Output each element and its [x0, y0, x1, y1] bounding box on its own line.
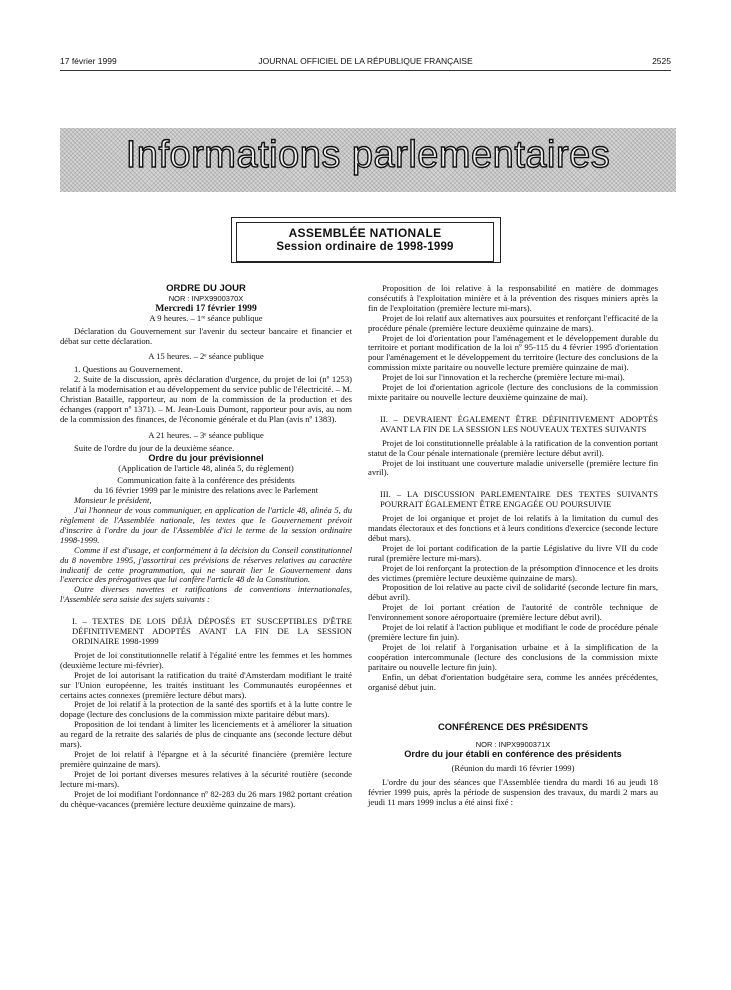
list-item: Projet de loi instituant une couverture maladie universelle (première lecture fin avril).: [368, 457, 658, 478]
section-1-list: [60, 651, 352, 810]
banner-title: Informations parlementaires: [125, 134, 611, 176]
session-title: Session ordinaire de 1998-1999: [276, 241, 454, 253]
list-item: Projet de loi relatif aux alternatives aux poursuites et renforçant l'efficacité de la procédure pénale (première lecture deuxième quinzaine de mars).: [368, 312, 658, 333]
list-item: Projet de loi relatif à la protection de la santé des sportifs et à la lutte contre le dopage (lecture des conclusions de la commission mixte paritaire début mars).: [60, 699, 352, 720]
sitting-1-time: A 9 heures. – 1ʳᵉ séance publique: [149, 312, 263, 323]
list-item: Proposition de loi relative à la responsabilité en matière de dommages consécutifs à l'exploitation minière et à la prévention des risques miniers après la fin de l'exploitation (première lecture mi-mars).: [368, 283, 658, 313]
list-item: Proposition de loi tendant à limiter les licenciements et à améliorer la situation au regard de la retraite des salariés de plus de cinquante ans (seconde lecture début mars).: [60, 719, 352, 750]
list-item: Projet de loi d'orientation pour l'aménagement et le développement durable du territoire et portant modification de la loi nº 95-115 du 4 février 1995 d'orientation pour l'aménagement et le développement du territoire (lecture des conclusions de la commission mixte paritaire ou nouvelle lecture première quinzaine de mai).: [368, 332, 658, 373]
sitting-2-time: A 15 heures. – 2ᵉ séance publique: [148, 351, 264, 362]
list-item: Projet de loi organique et projet de loi relatifs à la limitation du cumul des mandats électoraux et des fonctions et à leurs conditions d'exercice (seconde lecture début mars).: [368, 513, 658, 543]
letter-salutation: Monsieur le président,: [74, 495, 152, 506]
conference-meeting: (Réunion du mardi 16 février 1999): [451, 763, 575, 774]
communication-line-1: Communication faite à la conférence des présidents: [117, 475, 295, 486]
list-item: Projet de loi portant création de l'autorité de contrôle technique de l'environnement sonore aéroportuaire (première lecture début avril).: [368, 602, 658, 623]
list-item: Projet de loi portant codification de la partie Législative du livre VII du code rural (première lecture mi-mars).: [368, 542, 658, 563]
section-2-title: II. – DEVRAIENT ÉGALEMENT ÊTRE DÉFINITIVEMENT ADOPTÉS AVANT LA FIN DE LA SESSION LES NOUVEAUX TEXTES SUIVANTS: [380, 413, 658, 434]
section-3-list: [368, 514, 658, 692]
section-banner: [60, 128, 676, 192]
sitting-1-text: Déclaration du Gouvernement sur l'avenir du secteur bancaire et financier et débat sur cette déclaration.: [60, 325, 352, 346]
section-1-title: I. – TEXTES DE LOIS DÉJÀ DÉPOSÉS ET SUSCEPTIBLES D'ÊTRE DÉFINITIVEMENT ADOPTÉS AVANT LA FIN DE LA SESSION ORDINAIRE 1998-1999: [72, 616, 352, 646]
list-item: Projet de loi relatif à l'action publique et modifiant le code de procédure pénale (première lecture fin juin).: [368, 622, 658, 642]
agenda-heading: ORDRE DU JOUR: [166, 283, 246, 294]
sitting-2-item-1: 1. Questions au Gouvernement.: [74, 364, 183, 375]
provisional-agenda-heading: Ordre du jour prévisionnel: [148, 452, 264, 463]
letter-paragraph-1: J'ai l'honneur de vous communiquer, en application de l'article 48, alinéa 5, du règlement de l'Assemblée nationale, les textes que le Gouvernement prévoit d'inscrire à l'ordre du jour de l'Assemblée d'ici le terme de la session ordinaire 1998-1999.: [60, 505, 352, 545]
conference-heading: CONFÉRENCE DES PRÉSIDENTS: [437, 721, 589, 733]
letter-paragraph-2: Comme il est d'usage, et conformément à la décision du Conseil constitutionnel du 8 novembre 1995, j'assortirai ces prévisions de réserves relatives au caractère indicatif de cette programmation, qui ne saurait lier le Gouvernement dans l'exercice des prérogatives que lui confère l'article 48 de la Constitution.: [60, 544, 352, 585]
list-item: Projet de loi constitutionnelle relatif à l'égalité entre les femmes et les hommes (deuxième lecture mi-février).: [60, 649, 352, 670]
assembly-name: ASSEMBLÉE NATIONALE: [288, 226, 442, 240]
list-item: Projet de loi portant diverses mesures relatives à la sécurité routière (seconde lecture mi-mars).: [60, 768, 352, 789]
sitting-3-time: A 21 heures. – 3ᵉ séance publique: [148, 429, 264, 440]
list-item: Projet de loi renforçant la protection de la présomption d'innocence et les droits des victimes (première lecture deuxième quinzaine de mars).: [368, 562, 658, 583]
list-item: Projet de loi relatif à l'organisation urbaine et à la simplification de la coopération intercommunale (lecture des conclusions de la commission mixte paritaire ou nouvelle lecture fin juin).: [368, 641, 658, 672]
right-column: [368, 284, 658, 808]
list-item: Projet de loi modifiant l'ordonnance nº 82-283 du 26 mars 1982 portant création du chèque-vacances (première lecture deuxième quinzaine de mars).: [60, 788, 352, 809]
communication-line-2: du 16 février 1999 par le ministre des relations avec le Parlement: [93, 485, 319, 496]
letter-paragraph-3: Outre diverses navettes et ratifications de conventions internationales, l'Assemblée sera saisie des sujets suivants :: [60, 584, 352, 605]
conference-nor: NOR : INPX9900371X: [475, 740, 551, 750]
list-item: Projet de loi sur l'innovation et la recherche (première lecture mi-mai).: [382, 372, 625, 383]
sitting-2-item-2: 2. Suite de la discussion, après déclaration d'urgence, du projet de loi (nº 1253) relatif à la modernisation et au développement du service public de l'électricité. – M. Christian Bataille, rapporteur, au nom de la commission de la production et des échanges (rapport nº 1371). – M. Jean-Louis Dumont, rapporteur pour avis, au nom de la commission des finances, de l'économie générale et du Plan (avis nº 1383).: [60, 374, 352, 424]
header-page-number: 2525: [652, 56, 671, 66]
conference-subtitle: Ordre du jour établi en conférence des présidents: [404, 749, 622, 760]
list-item: Proposition de loi relative au pacte civil de solidarité (seconde lecture fin mars, début avril).: [368, 582, 658, 603]
list-item: Projet de loi autorisant la ratification du traité d'Amsterdam modifiant le traité sur l'Union européenne, les traités instituant les Communautés européennes et certains actes connexes (première lecture début mars).: [60, 669, 352, 700]
left-column: [60, 284, 352, 809]
section-2-list: [368, 439, 658, 479]
sitting-3-text: Suite de l'ordre du jour de la deuxième séance.: [74, 442, 235, 453]
agenda-date: Mercredi 17 février 1999: [155, 302, 257, 314]
list-item: Projet de loi d'orientation agricole (lecture des conclusions de la commission mixte paritaire ou nouvelle lecture deuxième quinzaine de mai).: [368, 382, 658, 402]
list-item: Enfin, un débat d'orientation budgétaire sera, comme les années précédentes, organisé début juin.: [368, 671, 658, 692]
header-rule: [60, 70, 671, 71]
provisional-agenda-application: (Application de l'article 48, alinéa 5, du règlement): [118, 462, 294, 473]
header-date: 17 février 1999: [60, 56, 117, 66]
list-item: Projet de loi relatif à l'épargne et à la sécurité financière (première lecture première quinzaine de mars).: [60, 748, 352, 769]
assembly-box: [236, 222, 494, 262]
header-journal-title: JOURNAL OFFICIEL DE LA RÉPUBLIQUE FRANÇAISE: [258, 56, 473, 66]
conference-text: L'ordre du jour des séances que l'Assemblée tiendra du mardi 16 au jeudi 18 février 1999 puis, après la période de suspension des travaux, du mardi 2 mars au jeudi 11 mars 1999 inclus a été ainsi fixé :: [368, 777, 658, 807]
section-1-list-continued: [368, 284, 658, 403]
agenda-nor: NOR : INPX9900370X: [168, 293, 244, 303]
section-3-title: III. – LA DISCUSSION PARLEMENTAIRE DES TEXTES SUIVANTS POURRAIT ÉGALEMENT ÊTRE ENGAGÉE OU POURSUIVIE: [380, 489, 658, 510]
list-item: Projet de loi constitutionnelle préalable à la ratification de la convention portant statut de la Cour pénale internationale (première lecture début avril).: [368, 437, 658, 458]
